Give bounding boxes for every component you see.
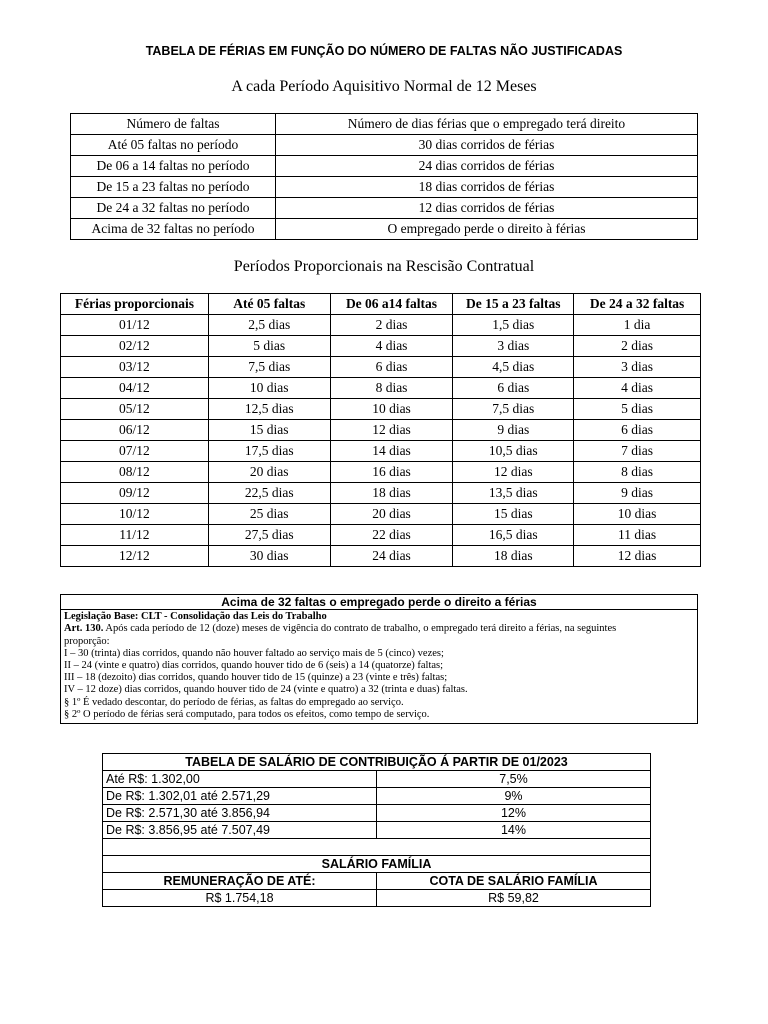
table-cell: 22,5 dias (208, 483, 330, 504)
table-cell: 4 dias (330, 336, 453, 357)
table-cell: De 06 a 14 faltas no período (71, 156, 276, 177)
table-cell: 02/12 (61, 336, 209, 357)
legislation-line: IV – 12 doze) dias corridos, quando houver tido de 24 (vinte e quatro) a 32 (trinta e duas) faltas. (64, 684, 468, 696)
legislation-line: proporção: (64, 635, 110, 647)
table-cell: De 15 a 23 faltas no período (71, 177, 276, 198)
table-cell: De 24 a 32 faltas no período (71, 198, 276, 219)
table-row (61, 336, 701, 357)
header-vacation-days: Número de dias férias que o empregado terá direito (276, 114, 698, 135)
family-heading-row (103, 856, 651, 873)
table-cell: 30 dias (208, 546, 330, 567)
empty-row (103, 839, 651, 856)
legislation-base-label: Legislação Base: CLT - Consolidação das Leis do Trabalho (64, 611, 327, 623)
table-cell: 13,5 dias (453, 483, 574, 504)
table-cell: 8 dias (574, 462, 701, 483)
table-cell: 16 dias (330, 462, 453, 483)
table-cell: 9% (377, 788, 651, 805)
article-label: Art. 130. (64, 623, 104, 635)
table-header-row (61, 294, 701, 315)
legislation-line: III – 18 (dezoito) dias corridos, quando houver tido de 15 (quinze) a 23 (vinte e três) faltas; (64, 672, 448, 684)
table-cell: 18 dias corridos de férias (276, 177, 698, 198)
header-6-to-14: De 06 a14 faltas (330, 294, 453, 315)
table-header-row (71, 114, 698, 135)
table-cell: O empregado perde o direito à férias (276, 219, 698, 240)
table-row (71, 198, 698, 219)
table-cell: 11 dias (574, 525, 701, 546)
table-cell: Até R$: 1.302,00 (103, 771, 377, 788)
table-cell: 6 dias (330, 357, 453, 378)
family-heading: SALÁRIO FAMÍLIA (103, 856, 651, 873)
table-row (71, 219, 698, 240)
salary-heading-row (103, 754, 651, 771)
article-text: Após cada período de 12 (doze) meses de vigência do contrato de trabalho, o empregado terá direito a férias, na seguintes (103, 623, 617, 635)
table-cell: 20 dias (208, 462, 330, 483)
table-cell: 14 dias (330, 441, 453, 462)
table-cell: 08/12 (61, 462, 209, 483)
table-cell: 8 dias (330, 378, 453, 399)
family-header-quota: COTA DE SALÁRIO FAMÍLIA (377, 873, 651, 890)
table-row (103, 805, 651, 822)
table-row (71, 135, 698, 156)
table-cell: 2,5 dias (208, 315, 330, 336)
table-cell: 27,5 dias (208, 525, 330, 546)
table-cell: De R$: 3.856,95 até 7.507,49 (103, 822, 377, 839)
section2-subtitle: Períodos Proporcionais na Rescisão Contratual (233, 258, 535, 275)
table-cell: 06/12 (61, 420, 209, 441)
table-row (61, 357, 701, 378)
table-cell: 6 dias (574, 420, 701, 441)
table-cell: 4 dias (574, 378, 701, 399)
table-cell: 12 dias (330, 420, 453, 441)
header-up-to-5: Até 05 faltas (208, 294, 330, 315)
table-cell: 2 dias (330, 315, 453, 336)
table-cell: 10 dias (574, 504, 701, 525)
table-row (61, 462, 701, 483)
table-cell: De R$: 1.302,01 até 2.571,29 (103, 788, 377, 805)
family-header-remuneration: REMUNERAÇÃO DE ATÉ: (103, 873, 377, 890)
table-cell: 7,5 dias (453, 399, 574, 420)
table-cell: 18 dias (330, 483, 453, 504)
header-absences: Número de faltas (71, 114, 276, 135)
table-cell: 12 dias (453, 462, 574, 483)
table-row (61, 378, 701, 399)
table-cell: 10 dias (330, 399, 453, 420)
table-cell: 05/12 (61, 399, 209, 420)
table-cell: 24 dias corridos de férias (276, 156, 698, 177)
table-cell: 10/12 (61, 504, 209, 525)
legislation-line: § 2º O período de férias será computado, para todos os efeitos, como tempo de serviço. (64, 708, 430, 720)
table-cell: Acima de 32 faltas no período (71, 219, 276, 240)
table-cell: 22 dias (330, 525, 453, 546)
document-title: TABELA DE FÉRIAS EM FUNÇÃO DO NÚMERO DE FALTAS NÃO JUSTIFICADAS (145, 44, 623, 58)
table-cell: 10 dias (208, 378, 330, 399)
table-cell: 03/12 (61, 357, 209, 378)
table-cell: 24 dias (330, 546, 453, 567)
legislation-body (61, 610, 697, 723)
table-cell: 25 dias (208, 504, 330, 525)
table-row (71, 177, 698, 198)
table-cell: 3 dias (574, 357, 701, 378)
absences-vacation-table (70, 113, 698, 240)
table-cell: 12% (377, 805, 651, 822)
table-cell: 5 dias (574, 399, 701, 420)
header-proportional: Férias proporcionais (61, 294, 209, 315)
header-24-to-32: De 24 a 32 faltas (574, 294, 701, 315)
proportional-vacation-table (60, 293, 701, 567)
table-cell: 12,5 dias (208, 399, 330, 420)
table-cell: 7,5% (377, 771, 651, 788)
table-cell: 07/12 (61, 441, 209, 462)
legislation-line: I – 30 (trinta) dias corridos, quando não houver faltado ao serviço mais de 5 (cinco) vezes; (64, 647, 444, 659)
table-cell: 2 dias (574, 336, 701, 357)
table-row (103, 822, 651, 839)
legislation-box (60, 594, 698, 724)
table-cell: 1,5 dias (453, 315, 574, 336)
table-cell: 15 dias (208, 420, 330, 441)
table-cell: 12 dias (574, 546, 701, 567)
table-row (61, 441, 701, 462)
table-cell: 7 dias (574, 441, 701, 462)
section1-subtitle: A cada Período Aquisitivo Normal de 12 Meses (231, 78, 537, 95)
table-row (103, 771, 651, 788)
table-row (61, 420, 701, 441)
table-cell: 12 dias corridos de férias (276, 198, 698, 219)
table-cell: 9 dias (453, 420, 574, 441)
family-remuneration-value: R$ 1.754,18 (103, 890, 377, 907)
table-cell: 20 dias (330, 504, 453, 525)
table-cell: 18 dias (453, 546, 574, 567)
table-row (61, 399, 701, 420)
table-cell: 1 dia (574, 315, 701, 336)
table-cell: De R$: 2.571,30 até 3.856,94 (103, 805, 377, 822)
table-row (61, 483, 701, 504)
table-row (61, 546, 701, 567)
table-cell: 9 dias (574, 483, 701, 504)
table-cell: 3 dias (453, 336, 574, 357)
family-quota-value: R$ 59,82 (377, 890, 651, 907)
table-cell: Até 05 faltas no período (71, 135, 276, 156)
salary-contribution-table (102, 753, 651, 907)
table-cell: 30 dias corridos de férias (276, 135, 698, 156)
table-row (61, 504, 701, 525)
table-cell: 11/12 (61, 525, 209, 546)
table-cell: 17,5 dias (208, 441, 330, 462)
table-cell: 16,5 dias (453, 525, 574, 546)
table-cell: 5 dias (208, 336, 330, 357)
legislation-heading: Acima de 32 faltas o empregado perde o direito a férias (61, 595, 697, 610)
table-cell: 15 dias (453, 504, 574, 525)
table-row (71, 156, 698, 177)
table-cell: 4,5 dias (453, 357, 574, 378)
table-cell: 09/12 (61, 483, 209, 504)
family-header-row (103, 873, 651, 890)
salary-heading: TABELA DE SALÁRIO DE CONTRIBUIÇÃO Á PARTIR DE 01/2023 (103, 754, 651, 771)
legislation-line: II – 24 (vinte e quatro) dias corridos, quando houver tido de 6 (seis) a 14 (quatorze) faltas; (64, 660, 444, 672)
table-cell: 6 dias (453, 378, 574, 399)
table-cell: 7,5 dias (208, 357, 330, 378)
legislation-line: § 1º É vedado descontar, do período de férias, as faltas do empregado ao serviço. (64, 696, 404, 708)
table-cell: 01/12 (61, 315, 209, 336)
table-cell: 14% (377, 822, 651, 839)
table-row (103, 788, 651, 805)
table-row (61, 315, 701, 336)
family-value-row (103, 890, 651, 907)
table-row (61, 525, 701, 546)
table-cell: 10,5 dias (453, 441, 574, 462)
table-cell: 12/12 (61, 546, 209, 567)
header-15-to-23: De 15 a 23 faltas (453, 294, 574, 315)
table-cell: 04/12 (61, 378, 209, 399)
